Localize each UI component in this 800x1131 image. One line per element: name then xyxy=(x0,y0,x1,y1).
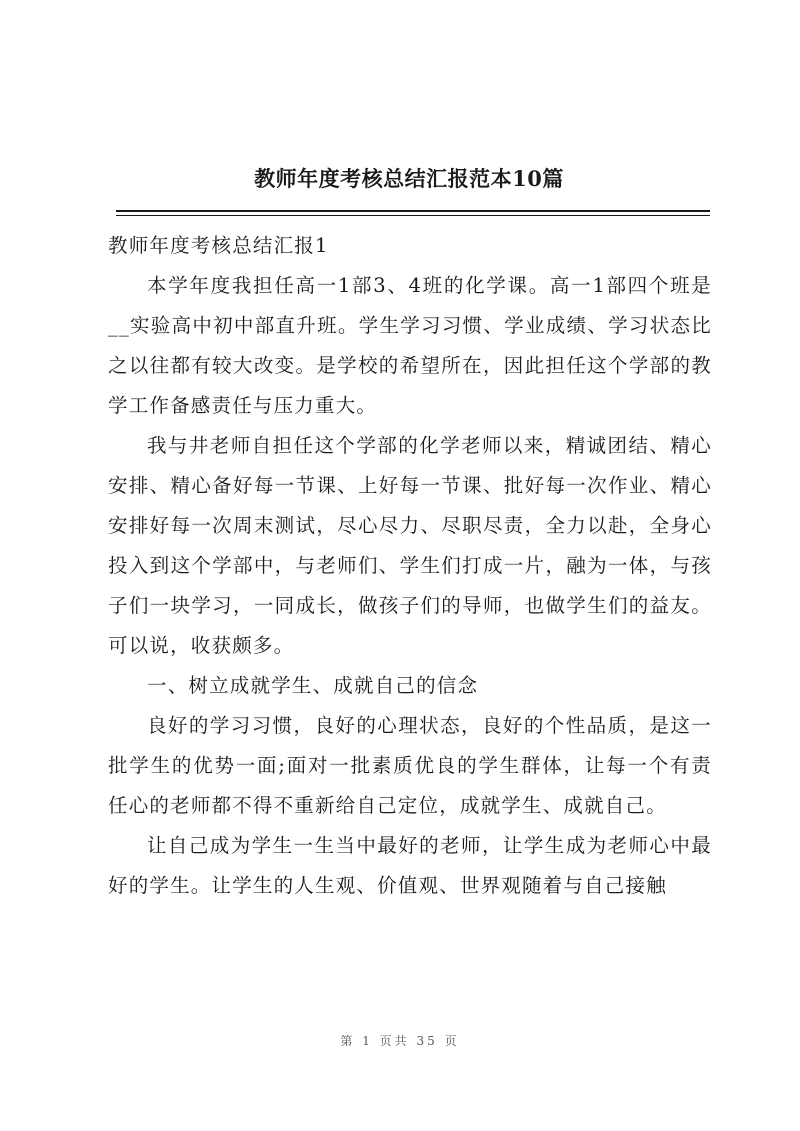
body-paragraph: 良好的学习习惯，良好的心理状态，良好的个性品质，是这一批学生的优势一面;面对一批素质优良的学生群体，让每一个有责任心的老师都不得不重新给自己定位，成就学生、成就自己。 xyxy=(108,714,712,817)
body-paragraph: 本学年度我担任高一1部3、4班的化学课。高一1部四个班是__实验高中初中部直升班。学生学习习惯、学业成绩、学习状态比之以往都有较大改变。是学校的希望所在，因此担任这个学部的教学工作备感责任与压力重大。 xyxy=(108,274,712,417)
body-paragraph: 让自己成为学生一生当中最好的老师，让学生成为老师心中最好的学生。让学生的人生观、价值观、世界观随着与自己接触 xyxy=(108,834,712,897)
section-heading: 教师年度考核总结汇报1 xyxy=(108,234,329,257)
subsection-heading: 一、树立成就学生、成就自己的信念 xyxy=(147,674,479,697)
body-paragraph: 我与井老师自担任这个学部的化学老师以来，精诚团结、精心安排、精心备好每一节课、上好每一节课、批好每一次作业、精心安排好每一次周末测试，尽心尽力、尽职尽责，全力以赴，全身心投入到这个学部中，与老师们、学生们打成一片，融为一体，与孩子们一块学习，一同成长，做孩子们的导师，也做学生们的益友。可以说，收获颇多。 xyxy=(108,434,712,657)
page-number-footer: 第 1 页共 35 页 xyxy=(340,1034,460,1048)
document-body xyxy=(108,226,712,906)
title-divider-thin xyxy=(116,215,710,216)
title-divider-thick xyxy=(116,210,710,212)
document-title: 教师年度考核总结汇报范本10篇 xyxy=(254,166,564,191)
